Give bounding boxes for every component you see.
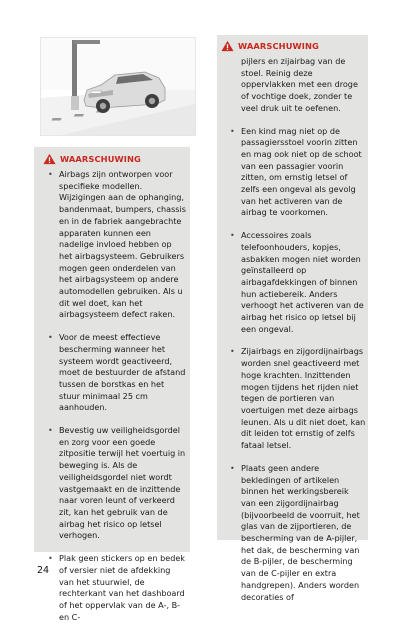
list-item-continuation: pijlers en zijairbag van de stoel. Reinig deze oppervlakken met een droge of vochtige doek, zonder te veel druk uit te oefenen. [241,56,358,113]
warning-triangle-icon [221,40,234,52]
list-item: • Airbags zijn ontworpen voor specifieke modellen. Wijzigingen aan de ophanging, bandenmaat, bumpers, chassis en in de fabriek aangebrachte apparaten kunnen een nadelige invloed hebben op het airbagsysteem. Gebruikers mogen geen onderdelen van het airbagsysteem op andere automodellen gebruiken. Als u dit wel doet, kan het airbagsysteem defect raken. [46,169,186,321]
warning-list [228,56,366,614]
page-number: 24 [37,565,50,576]
list-item: • Zijairbags en zijgordijnairbags worden snel geactiveerd met hoge krachten. Inzittenden mogen tijdens het rijden niet tegen de portieren van voertuigen met deze airbags leunen. Als u dit niet doet, kan dit leiden tot ernstig of zelfs fataal letsel. [228,346,366,451]
warning-triangle-icon [43,153,56,165]
warning-list [46,169,186,634]
list-item: • Plak geen stickers op en bedek of versier niet de afdekking van het stuurwiel, de rechterkant van het dashboard of het oppervlak van de A-, B- en C- [46,553,186,623]
car-crash-test-icon [41,38,195,135]
list-item: • Voor de meest effectieve bescherming wanneer het systeem wordt geactiveerd, moet de bestuurder de afstand tussen de borstkas en het stuur minimaal 25 cm aanhouden. [46,332,186,414]
warning-title: WAARSCHUWING [238,41,319,51]
warning-panel-right [217,35,368,602]
list-item: • Accessoires zoals telefoonhouders, kopjes, asbakken mogen niet worden geïnstalleerd op airbagafdekkingen of binnen hun actiebereik. Anders verhoogt het activeren van de airbag het risico op letsel bij een ongeval. [228,230,366,335]
warning-header [43,153,141,165]
list-item: • Een kind mag niet op de passagiersstoel voorin zitten en mag ook niet op de schoot van een passagier voorin zitten, om ernstig letsel of zelfs een ongeval als gevolg van het activeren van de airbag te voorkomen. [228,126,366,220]
car-crash-illustration [40,37,196,136]
list-item: • Plaats geen andere bekledingen of artikelen binnen het werkingsbereik van een zijgordijnairbag (bijvoorbeeld de voorruit, het glas van de zijportieren, de bescherming van de A-pijler, het dak, de bescherming van de B-pijler, de bescherming van de C-pijler en extra handgrepen). Anders worden decoraties of [228,463,366,603]
warning-header [221,40,319,52]
warning-title: WAARSCHUWING [60,154,141,164]
list-item: • Bevestig uw veiligheidsgordel en zorg voor een goede zitpositie terwijl het voertuig in beweging is. Als de veiligheidsgordel niet wordt vastgemaakt en de inzittende naar voren leunt of verkeerd zit, kan het gebruik van de airbag het risico op letsel verhogen. [46,425,186,542]
